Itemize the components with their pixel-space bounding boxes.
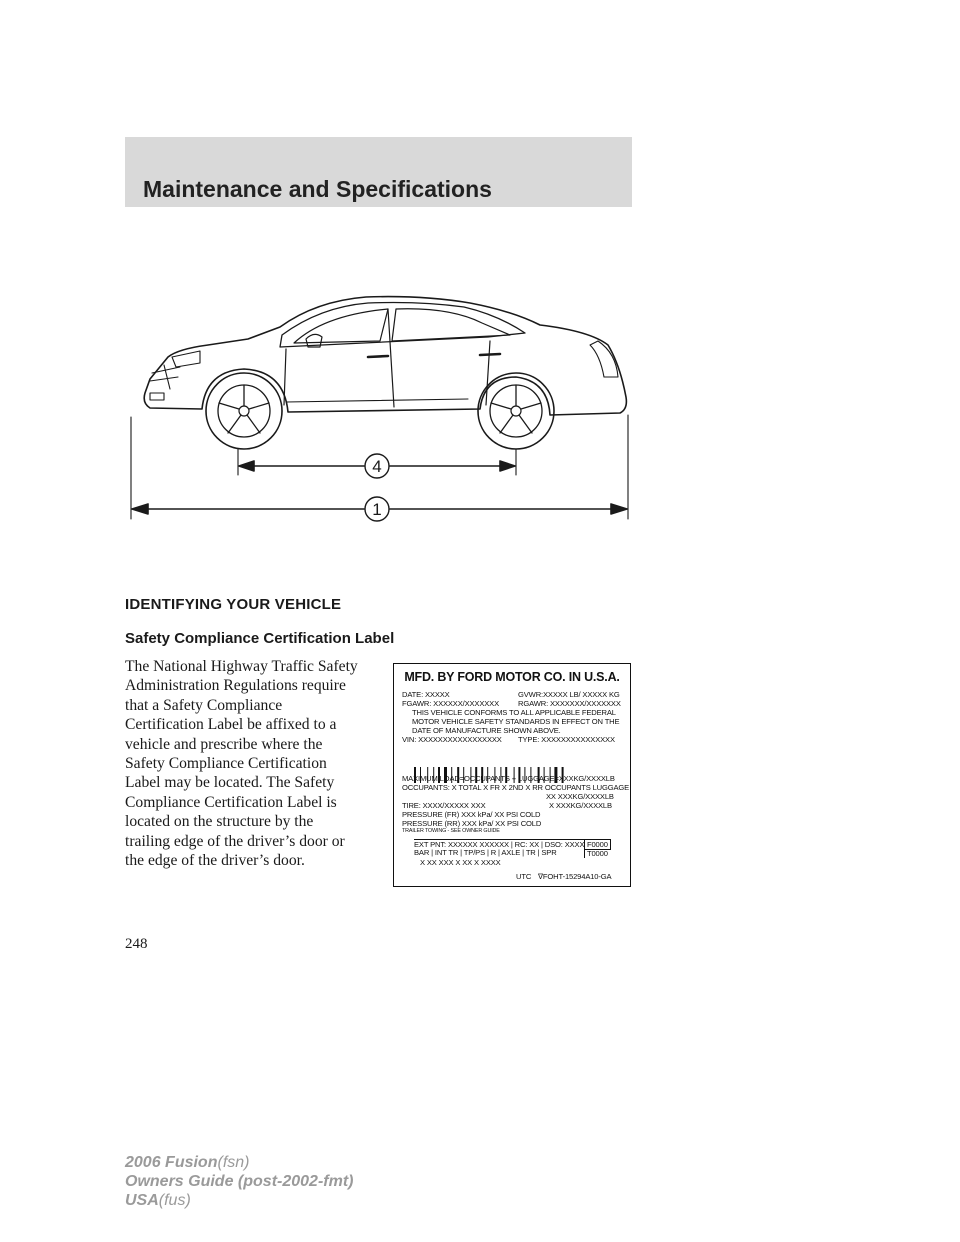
page-title: Maintenance and Specifications [143,176,492,202]
label-exterior-paint: EXT PNT: XXXXXX XXXXXX | RC: XX | DSO: XXXX [414,840,585,849]
footer-line-1: 2006 Fusion(fsn) [125,1154,250,1171]
footer-watermark [125,1153,353,1210]
car-headlight [172,351,200,367]
footer-line-2: Owners Guide (post-2002-fmt) [125,1173,354,1190]
label-gvwr: GVWR:XXXXX LB/ XXXXX KG [518,690,620,699]
subsection-heading: Safety Compliance Certification Label [125,630,395,647]
label-code-t: T0000 [584,849,608,858]
body-line: Administration Regulations require [125,677,346,695]
rear-wheel [478,373,554,449]
label-code-f: F0000 [584,839,611,850]
body-line: that a Safety Compliance [125,696,283,714]
callout-length: 1 [372,500,382,519]
label-type: TYPE: XXXXXXXXXXXXXXX [518,735,615,744]
label-rgawr: RGAWR: XXXXXXX/XXXXXXX [518,699,621,708]
car-window-rear [392,309,510,341]
label-codes-values: X XX XXX X XX X XXXX [420,858,501,867]
label-vin: VIN: XXXXXXXXXXXXXXXXX [402,735,502,744]
label-utc: UTC [516,872,532,881]
label-max-load: MAXIMUM LOAD=OCCUPANTS + LUGGAGE=XXXKG/XXXXLB [402,774,615,783]
section-heading: IDENTIFYING YOUR VEHICLE [125,596,342,613]
body-line: The National Highway Traffic Safety [125,658,358,675]
body-line: Compliance Certification Label is [125,793,337,811]
label-pressure-front: PRESSURE (FR) XXX kPa/ XX PSI COLD [402,810,541,819]
body-line: Label may be located. The Safety [125,774,335,792]
label-trailer-note: TRAILER TOWING - SEE OWNER GUIDE [402,828,500,834]
vehicle-dimensions-figure [120,285,640,525]
footer-line-3: USA(fus) [125,1192,191,1209]
label-occupants: OCCUPANTS: X TOTAL X FR X 2ND X RR OCCUPANTS LUGGAGE [402,783,630,792]
body-paragraph [125,657,385,870]
car-sill-line [286,399,468,402]
body-line: Certification Label be affixed to a [125,716,337,734]
label-conform-1: THIS VEHICLE CONFORMS TO ALL APPLICABLE FEDERAL [412,708,616,717]
label-codes-header: BAR | INT TR | TP/PS | R | AXLE | TR | SPR [414,848,557,857]
body-line: the edge of the driver’s door. [125,852,305,870]
body-line: vehicle and prescribe where the [125,735,323,753]
label-fgawr: FGAWR: XXXXXX/XXXXXXX [402,699,500,708]
label-date: DATE: XXXXX [402,690,450,699]
body-line: located on the structure by the [125,813,314,831]
label-tire: TIRE: XXXX/XXXXX XXX [402,801,486,810]
body-line: Safety Compliance Certification [125,755,327,773]
label-conform-3: DATE OF MANUFACTURE SHOWN ABOVE. [412,726,561,735]
callout-wheelbase: 4 [372,457,382,476]
label-title: MFD. BY FORD MOTOR CO. IN U.S.A. [404,670,620,684]
label-figure-id: ∇FOHT-15294A10-GA [538,872,612,881]
body-line: trailing edge of the driver’s door or [125,832,345,850]
front-wheel [206,373,282,449]
car-fog-light [150,393,164,400]
label-conform-2: MOTOR VEHICLE SAFETY STANDARDS IN EFFECT ON THE [412,717,620,726]
certification-label-illustration [393,663,631,887]
label-occupant-values: XX XXXKG/XXXXLB [546,792,614,801]
label-tire-values: X XXXKG/XXXXLB [549,801,612,810]
page-number: 248 [125,936,148,952]
car-door-handles [368,354,500,357]
car-grille [150,365,180,389]
car-taillight [590,341,618,377]
car-door-lines [284,309,490,407]
label-pressure-rear: PRESSURE (RR) XXX kPa/ XX PSI COLD [402,819,542,828]
